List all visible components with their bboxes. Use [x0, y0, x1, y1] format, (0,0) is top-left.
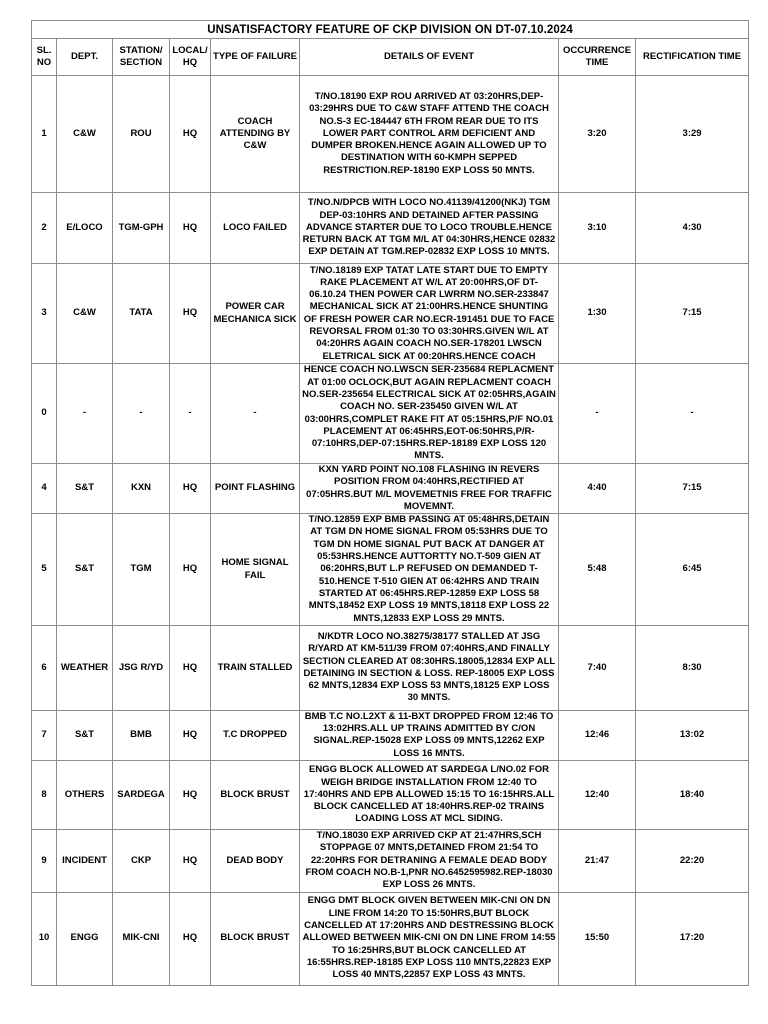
cell-sl-no: 4 [32, 464, 57, 514]
cell-sl-no: 9 [32, 830, 57, 892]
cell-local: HQ [170, 761, 211, 830]
table-row [32, 193, 749, 264]
col-header-sl-no: SL. NO [32, 39, 57, 76]
cell-occurrence: 4:40 [559, 464, 636, 514]
cell-sl-no: 7 [32, 710, 57, 760]
cell-details: ENGG BLOCK ALLOWED AT SARDEGA L/NO.02 FOR WEIGH BRIDGE INSTALLATION FROM 12:40 TO 17:40HRS AND EPB ALLOWED 15:15 TO 16:15HRS.ALL BLOCK CANCELLED AT 18:40HRS.REP-02 TRAINS LOADING LOSS AT MCL SIDING. [300, 761, 559, 830]
cell-occurrence: 1:30 [559, 264, 636, 364]
cell-rectification: 22:20 [636, 830, 749, 892]
cell-sl-no: 3 [32, 264, 57, 364]
cell-occurrence: 15:50 [559, 892, 636, 985]
cell-details: T/NO.N/DPCB WITH LOCO NO.41139/41200(NKJ) TGM DEP-03:10HRS AND DETAINED AFTER PASSING ADVANCE STARTER DUE TO LOCO TROUBLE.HENCE RETURN BACK AT TGM M/L AT 04:30HRS,HENCE 02832 EXP DETAIN AT TGM.REP-02832 EXP LOSS 10 MNTS. [300, 193, 559, 264]
cell-rectification: 3:29 [636, 76, 749, 193]
cell-dept: OTHERS [57, 761, 113, 830]
cell-sl-no: 10 [32, 892, 57, 985]
cell-station: TATA [113, 264, 170, 364]
cell-failure-type: POWER CAR MECHANICA SICK [211, 264, 300, 364]
cell-local: HQ [170, 464, 211, 514]
cell-sl-no: 6 [32, 625, 57, 710]
cell-rectification: 8:30 [636, 625, 749, 710]
cell-failure-type: HOME SIGNAL FAIL [211, 514, 300, 626]
cell-station: MIK-CNI [113, 892, 170, 985]
cell-sl-no: 2 [32, 193, 57, 264]
cell-rectification: 17:20 [636, 892, 749, 985]
cell-rectification: 7:15 [636, 264, 749, 364]
col-header-failure-type: TYPE OF FAILURE [211, 39, 300, 76]
cell-dept: WEATHER [57, 625, 113, 710]
cell-occurrence: 12:46 [559, 710, 636, 760]
cell-details: T/NO.18190 EXP ROU ARRIVED AT 03:20HRS,DEP-03:29HRS DUE TO C&W STAFF ATTEND THE COACH NO.S-3 EC-184447 6TH FROM REAR DUE TO ITS LOWER PART CONTROL ARM DEFICIENT AND DUMPER BROKEN.HENCE AGAIN ALLOWED UP TO DESTINATION WITH 60-KMPH SEPPED RESTRICTION.REP-18190 EXP LOSS 50 MNTS. [300, 76, 559, 193]
cell-rectification: 7:15 [636, 464, 749, 514]
table-row [32, 892, 749, 985]
cell-station: KXN [113, 464, 170, 514]
table-row [32, 514, 749, 626]
cell-dept: S&T [57, 710, 113, 760]
cell-failure-type: POINT FLASHING [211, 464, 300, 514]
cell-failure-type: BLOCK BRUST [211, 892, 300, 985]
cell-station: JSG R/YD [113, 625, 170, 710]
col-header-station: STATION/ SECTION [113, 39, 170, 76]
cell-occurrence: 3:10 [559, 193, 636, 264]
cell-details: N/KDTR LOCO NO.38275/38177 STALLED AT JSG R/YARD AT KM-511/39 FROM 07:40HRS,AND FINALLY SECTION CLEARED AT 08:30HRS.18005,12834 EXP ALL DETAINING IN SECTION & LOSS. REP-18005 EXP LOSS 62 MNTS,12834 EXP LOSS 53 MNTS,18125 EXP LOSS 30 MNTS. [300, 625, 559, 710]
cell-sl-no: 0 [32, 364, 57, 464]
cell-dept: C&W [57, 76, 113, 193]
cell-dept: S&T [57, 514, 113, 626]
cell-occurrence: 5:48 [559, 514, 636, 626]
col-header-occurrence: OCCURRENCE TIME [559, 39, 636, 76]
cell-sl-no: 5 [32, 514, 57, 626]
cell-dept: E/LOCO [57, 193, 113, 264]
cell-rectification: 13:02 [636, 710, 749, 760]
cell-dept: INCIDENT [57, 830, 113, 892]
cell-failure-type: BLOCK BRUST [211, 761, 300, 830]
cell-details: T/NO.18030 EXP ARRIVED CKP AT 21:47HRS,SCH STOPPAGE 07 MNTS,DETAINED FROM 21:54 TO 22:20HRS FOR DETRANING A FEMALE DEAD BODY FROM COACH NO.B-1,PNR NO.6452595982.REP-18030 EXP LOSS 26 MNTS. [300, 830, 559, 892]
cell-failure-type: COACH ATTENDING BY C&W [211, 76, 300, 193]
cell-local: HQ [170, 625, 211, 710]
cell-local: HQ [170, 193, 211, 264]
cell-occurrence: - [559, 364, 636, 464]
cell-occurrence: 21:47 [559, 830, 636, 892]
cell-occurrence: 3:20 [559, 76, 636, 193]
cell-station: BMB [113, 710, 170, 760]
cell-local: HQ [170, 710, 211, 760]
cell-station: ROU [113, 76, 170, 193]
cell-details [300, 264, 559, 364]
cell-failure-type: - [211, 364, 300, 464]
cell-occurrence: 7:40 [559, 625, 636, 710]
cell-station: CKP [113, 830, 170, 892]
cell-station: SARDEGA [113, 761, 170, 830]
cell-details: ENGG DMT BLOCK GIVEN BETWEEN MIK-CNI ON DN LINE FROM 14:20 TO 15:50HRS,BUT BLOCK CANCELLED AT 17:20HRS AND DESTRESSING BLOCK ALLOWED BETWEEN MIK-CNI ON DN LINE FROM 14:55 TO 16:25HRS,BUT BLOCK CANCELLED AT 16:55HRS.REP-18185 EXP LOSS 110 MNTS,22823 EXP LOSS 40 MNTS,22857 EXP LOSS 43 MNTS. [300, 892, 559, 985]
col-header-rectification: RECTIFICATION TIME [636, 39, 749, 76]
cell-rectification: - [636, 364, 749, 464]
col-header-details: DETAILS OF EVENT [300, 39, 559, 76]
table-row [32, 625, 749, 710]
table-row [32, 264, 749, 364]
cell-station: - [113, 364, 170, 464]
table-row [32, 364, 749, 464]
cell-rectification: 4:30 [636, 193, 749, 264]
cell-failure-type: TRAIN STALLED [211, 625, 300, 710]
cell-local: HQ [170, 892, 211, 985]
cell-failure-type: DEAD BODY [211, 830, 300, 892]
details-text: T/NO.18189 EXP TATAT LATE START DUE TO EMPTY RAKE PLACEMENT AT W/L AT 20:00HRS,OF DT-06.10.24 THEN POWER CAR LWRRM NO.SER-233847 MECHANICAL SICK AT 21:00HRS.HENCE SHUNTING OF FRESH POWER CAR NO.ECR-191451 DUE TO FACE REVORSAL FROM 01:30 TO 03:30HRS.GIVEN W/L AT 04:20HRS AGAIN COACH NO.SER-178201 LWSCN ELETRICAL SICK AT 00:20HRS.HENCE COACH [303, 264, 555, 362]
cell-local: HQ [170, 514, 211, 626]
cell-occurrence: 12:40 [559, 761, 636, 830]
table-row [32, 710, 749, 760]
col-header-dept: DEPT. [57, 39, 113, 76]
cell-details: KXN YARD POINT NO.108 FLASHING IN REVERS POSITION FROM 04:40HRS,RECTIFIED AT 07:05HRS.BUT M/L MOVEMETNIS FREE FOR TRAFFIC MOVEMNT. [300, 464, 559, 514]
cell-local: HQ [170, 830, 211, 892]
cell-sl-no: 8 [32, 761, 57, 830]
cell-rectification: 18:40 [636, 761, 749, 830]
cell-failure-type: T.C DROPPED [211, 710, 300, 760]
cell-failure-type: LOCO FAILED [211, 193, 300, 264]
cell-dept: C&W [57, 264, 113, 364]
cell-local: HQ [170, 76, 211, 193]
cell-sl-no: 1 [32, 76, 57, 193]
cell-dept: - [57, 364, 113, 464]
table-row [32, 761, 749, 830]
cell-rectification: 6:45 [636, 514, 749, 626]
cell-local: HQ [170, 264, 211, 364]
table-row [32, 464, 749, 514]
failure-report-table [31, 20, 749, 986]
cell-station: TGM-GPH [113, 193, 170, 264]
col-header-local: LOCAL/ HQ [170, 39, 211, 76]
cell-dept: ENGG [57, 892, 113, 985]
cell-local: - [170, 364, 211, 464]
cell-station: TGM [113, 514, 170, 626]
table-row [32, 830, 749, 892]
report-title: UNSATISFACTORY FEATURE OF CKP DIVISION ON DT-07.10.2024 [32, 21, 749, 39]
table-row [32, 76, 749, 193]
cell-details: BMB T.C NO.L2XT & 11-BXT DROPPED FROM 12:46 TO 13:02HRS.ALL UP TRAINS ADMITTED BY C/ON SIGNAL.REP-15028 EXP LOSS 09 MNTS,12262 EXP LOSS 16 MNTS. [300, 710, 559, 760]
cell-details: HENCE COACH NO.LWSCN SER-235684 REPLACMENT AT 01:00 OCLOCK,BUT AGAIN REPLACMENT COACH NO.SER-235654 ELECTRICAL SICK AT 02:05HRS,AGAIN COACH NO. SER-235450 GIVEN W/L AT 03:00HRS,COMPLET RAKE FIT AT 05:15HRS,P/F NO.01 PLACEMENT AT 06:45HRS,EOT-06:50HRS,P/R-07:10HRS,DEP-07:15HRS.REP-18189 EXP LOSS 120 MNTS. [300, 364, 559, 464]
cell-details: T/NO.12859 EXP BMB PASSING AT 05:48HRS,DETAIN AT TGM DN HOME SIGNAL FROM 05:53HRS DUE TO TGM DN HOME SIGNAL PUT BACK AT DANGER AT 05:53HRS.HENCE AUTTORTTY NO.T-509 GIEN AT 06:20HRS,BUT L.P REFUSED ON DEMANDED T-510.HENCE T-510 GIEN AT 06:42HRS AND TRAIN STARTED AT 06:45HRS.REP-12859 EXP LOSS 58 MNTS,18452 EXP LOSS 19 MNTS,18118 EXP LOSS 22 MNTS,12833 EXP LOSS 29 MNTS. [300, 514, 559, 626]
cell-dept: S&T [57, 464, 113, 514]
